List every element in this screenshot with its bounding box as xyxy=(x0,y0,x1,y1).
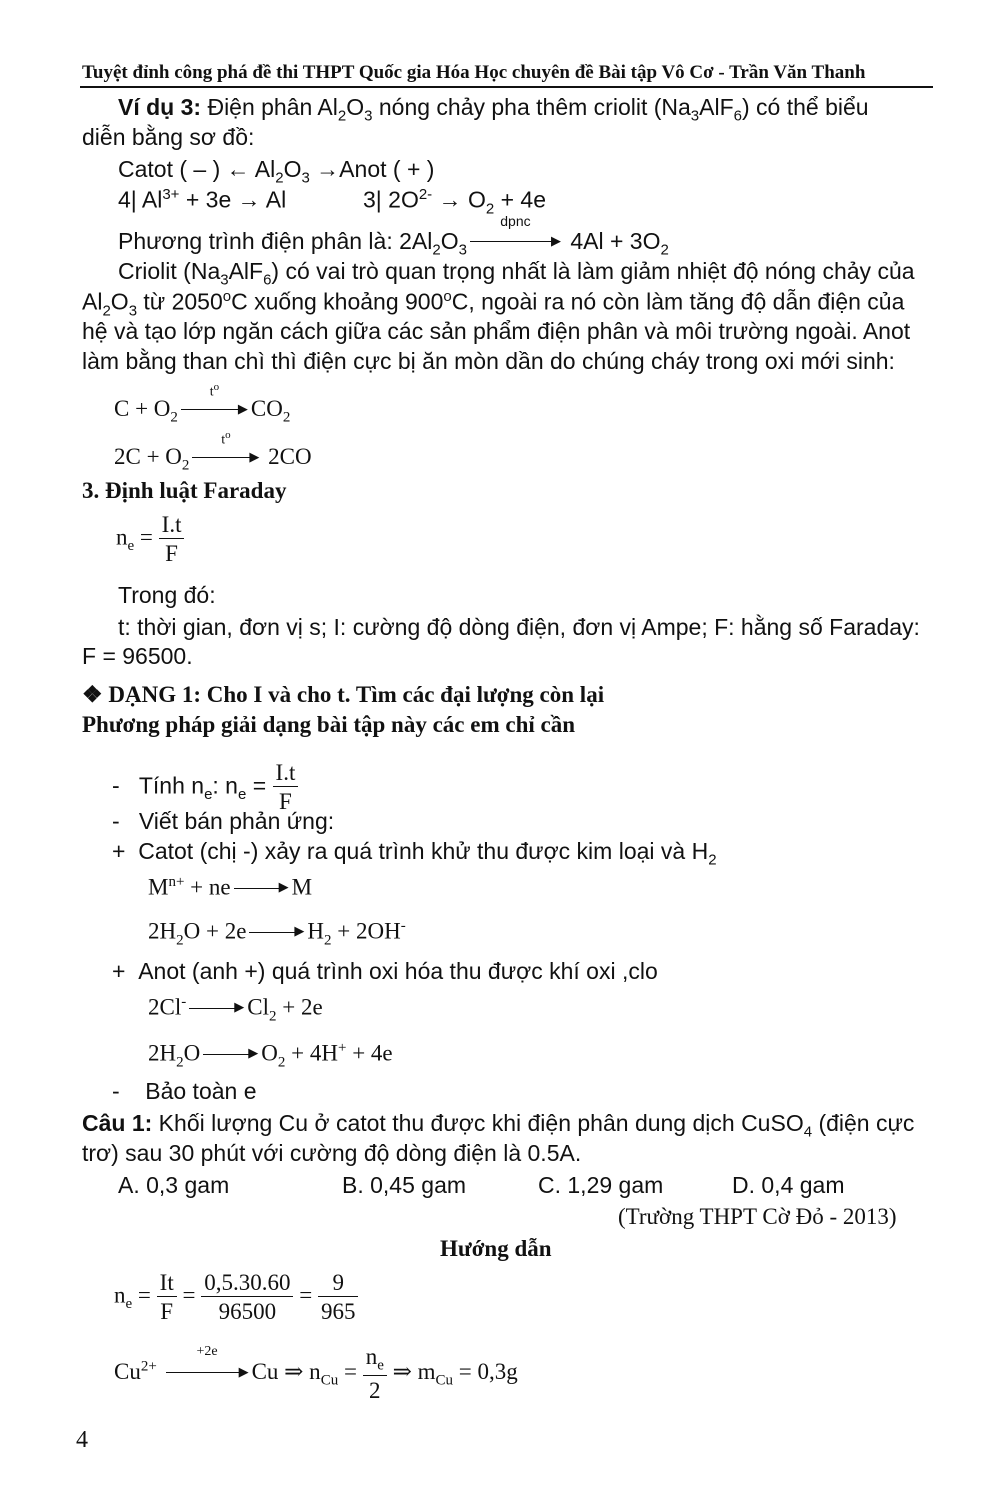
solution-mass: $Cu^{2+}$ +2e ▶ Cu ⇒ $n_{Cu}$ = $\frac{n_e}{2}$ ⇒ $m_{Cu} = 0,3g$ xyxy=(114,1343,518,1404)
cathode-process: + Catot (chị -) xảy ra quá trình khử thu được kim loại và $H_2$ xyxy=(112,838,717,869)
question-1-line2: trơ) sau 30 phút với cường độ dòng điện là 0.5A. xyxy=(82,1140,582,1166)
guide-heading: Hướng dẫn xyxy=(440,1236,552,1261)
reaction-co2: $C + O_2$ $t^o$ ▶ $CO_2$ xyxy=(114,381,291,426)
faraday-constant: F = 96500. xyxy=(82,643,193,669)
option-c: C. 1,29 gam xyxy=(538,1172,664,1198)
electrolysis-scheme: Catot ( – ) ← $Al_2O_3$ →Anot ( + ) xyxy=(118,156,435,187)
reaction-co: $2C + O_2$ $t^o$ ▶ 2CO xyxy=(114,429,312,474)
eq-water-oxidation: $2H_2O$ ▶ $O_2 + 4H^+ + 4e$ xyxy=(148,1040,393,1071)
half-reaction-anode: 3| $2O^{2-} \to O_2 + 4e$ xyxy=(363,186,546,218)
step-conservation: - Bảo toàn e xyxy=(112,1078,257,1104)
faraday-heading: 3. Định luật Faraday xyxy=(82,478,287,503)
option-b: B. 0,45 gam xyxy=(342,1172,467,1198)
half-reaction-cathode: 4| $Al^{3+} + 3e \to Al$ xyxy=(118,186,287,213)
criolit-paragraph-4: làm bằng than chì thì điện cực bị ăn mòn dần do chúng cháy trong oxi mới sinh: xyxy=(82,348,895,374)
criolit-paragraph-3: hệ và tạo lớp ngăn cách giữa các sản phẩm điện phân và môi trường ngoài. Anot xyxy=(82,318,911,344)
eq-metal-reduction: $M^{n+}$ + ne ▶ M xyxy=(148,874,313,900)
option-d: D. 0,4 gam xyxy=(732,1172,845,1198)
eq-chloride-oxidation: 2Cl- ▶ $Cl_2 + 2e$ xyxy=(148,994,323,1025)
method-intro: Phương pháp giải dạng bài tập này các em chỉ cần xyxy=(82,712,576,737)
page-number: 4 xyxy=(76,1427,88,1453)
example3-line2: diễn bằng sơ đồ: xyxy=(82,124,255,150)
faraday-where: Trong đó: xyxy=(118,582,216,608)
option-a: A. 0,3 gam xyxy=(118,1172,230,1198)
faraday-definitions: t: thời gian, đơn vị s; I: cường độ dòng điện, đơn vị Ampe; F: hằng số Faraday: xyxy=(118,614,920,640)
electrolysis-equation: Phương trình điện phân là: $2Al_2O_3$ dpnc ▶ $4Al + 3O_2$ xyxy=(118,213,669,259)
diamond-bullet-icon: ❖ xyxy=(82,682,103,707)
anode-process: + Anot (anh +) quá trình oxi hóa thu được khí oxi ,clo xyxy=(112,958,658,984)
step-compute-ne: - Tính $n_e$: $n_e$ = $\frac{I.t}{F}$ xyxy=(112,760,298,815)
criolit-paragraph-1: Criolit $(Na_3AlF_6)$ có vai trò quan trọng nhất là làm giảm nhiệt độ nóng chảy của xyxy=(118,258,915,289)
eq-water-reduction: $2H_2O + 2e$ ▶ $H_2 + 2OH^-$ xyxy=(148,918,406,949)
dang1-heading: ❖ DẠNG 1: Cho I và cho t. Tìm các đại lượng còn lại xyxy=(82,682,605,707)
question-1-line1: Câu 1: Khối lượng Cu ở catot thu được khi điện phân dung dịch CuSO$_4$ (điện cực xyxy=(82,1110,915,1141)
header-rule xyxy=(80,86,933,88)
faraday-formula: $n_e$ = $\frac{I.t}{F}$ xyxy=(116,512,184,567)
running-header: Tuyệt đỉnh công phá đề thi THPT Quốc gia Hóa Học chuyên đề Bài tập Vô Cơ - Trần Văn Thanh xyxy=(82,62,866,83)
solution-ne: $n_e$ = $\frac{It}{F}$ = $\frac{0,5.30.60}{96500}$ = $\frac{9}{965}$ xyxy=(114,1270,358,1325)
question-source: (Trường THPT Cờ Đỏ - 2013) xyxy=(618,1204,897,1229)
criolit-paragraph-2: $Al_2O_3$ từ 2050$^o$C xuống khoảng 900$^o$C, ngoài ra nó còn làm tăng độ dẫn điện của xyxy=(82,288,905,320)
step-half-reactions: - Viết bán phản ứng: xyxy=(112,808,335,834)
example3-line1: Ví dụ 3: Điện phân $Al_2O_3$ nóng chảy pha thêm criolit $(Na_3AlF_6)$ có thể biểu xyxy=(118,94,869,125)
